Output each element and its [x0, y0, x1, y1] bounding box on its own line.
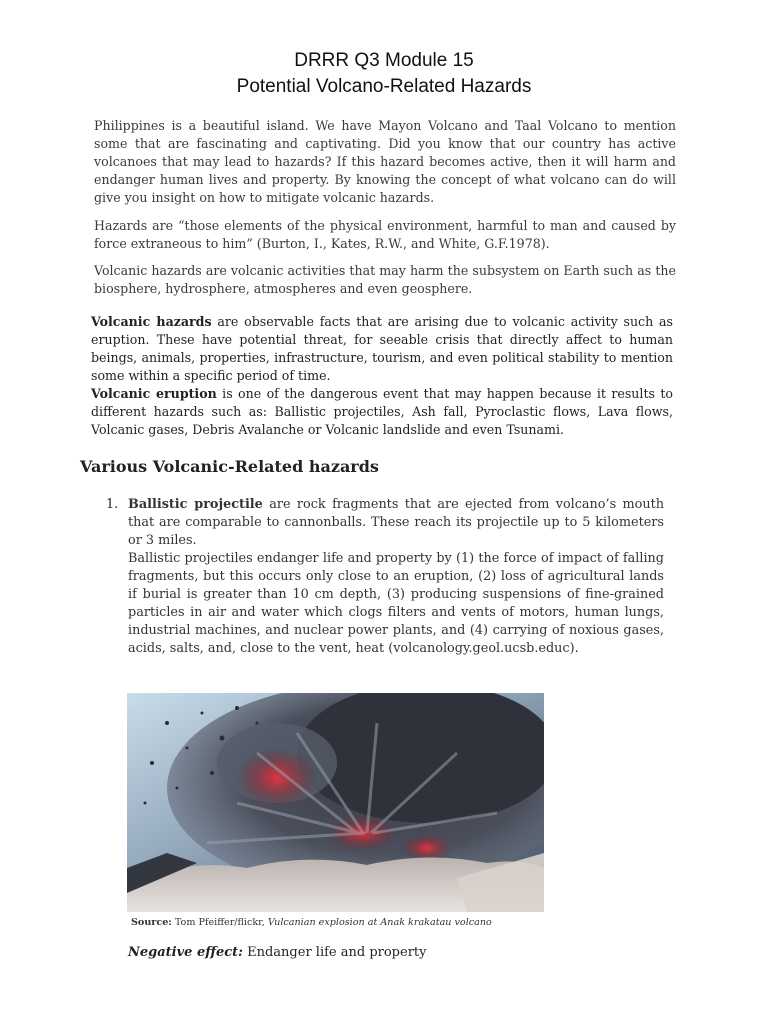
negative-effect-label: Negative effect: [128, 945, 243, 960]
negative-effect [128, 944, 426, 962]
term-volcanic-eruption: Volcanic eruption [91, 386, 217, 401]
figure-caption [131, 916, 492, 930]
intro-paragraph-2: Hazards are “those elements of the physical environment, harmful to man and caused by force extraneous to him” (Burton, I., Kates, R.W., and White, G.F.1978). [94, 218, 676, 251]
eruption-illustration [127, 693, 544, 912]
definition-volcanic-hazards [91, 313, 673, 385]
page-title [0, 48, 768, 100]
section-heading: Various Volcanic-Related hazards [80, 457, 379, 476]
ballistic-projectile-text: are rock fragments that are ejected from volcano’s mouth that are comparable to cannonballs. These reach its projectile up to 5 kilometers or 3 miles. [128, 497, 664, 548]
caption-title: Vulcanian explosion at Anak krakatau volcano [267, 917, 492, 928]
term-volcanic-hazards: Volcanic hazards [91, 314, 212, 329]
ballistic-projectile-detail: Ballistic projectiles endanger life and property by (1) the force of impact of falling fragments, but this occurs only close to an eruption, (2) loss of agricultural lands if burial is greater than 10 cm depth, (3) producing suspensions of fine-grained particles in air and water which clogs filters and vents of motors, human lungs, industrial machines, and nuclear power plants, and (4) carrying of noxious gases, acids, salts, and, close to the vent, heat (volcanology.geol.ucsb.educ). [128, 551, 664, 656]
title-line-2: Potential Volcano-Related Hazards [236, 76, 532, 97]
intro-paragraph-3: Volcanic hazards are volcanic activities that may harm the subsystem on Earth such as the biosphere, hydrosphere, atmospheres and even geosphere. [94, 263, 676, 296]
definition-text-2: is one of the dangerous event that may happen because it results to different hazards such as: Ballistic projectiles, Ash fall, Pyroclastic flows, Lava flows, Volcanic gases, Debris Avalanche or Volcanic landslide and even Tsunami. [91, 386, 674, 437]
caption-author: Tom Pfeiffer/flickr, [171, 917, 268, 928]
definition-volcanic-eruption [91, 385, 673, 439]
list-number-1: 1. [106, 497, 119, 512]
negative-effect-text: Endanger life and property [242, 945, 427, 960]
term-ballistic-projectile: Ballistic projectile [128, 497, 263, 512]
volcano-eruption-photo [127, 693, 544, 912]
intro-paragraph-1: Philippines is a beautiful island. We have Mayon Volcano and Taal Volcano to mention some that are fascinating and captivating. Did you know that our country has active volcanoes that may lead to hazards? If this hazard becomes active, then it will harm and endanger human lives and property. By knowing the concept of what volcano can do will give you insight on how to mitigate volcanic hazards. [94, 118, 676, 205]
title-line-1: DRRR Q3 Module 15 [294, 50, 474, 71]
list-item-ballistic-projectile [128, 496, 664, 550]
caption-label: Source: [131, 917, 172, 928]
definition-text-1: are observable facts that are arising due to volcanic activity such as eruption. These have potential threat, for seeable crisis that directly affect to human beings, animals, properties, infrastructure, tourism, and even political stability to mention some within a specific period of time. [91, 314, 673, 383]
